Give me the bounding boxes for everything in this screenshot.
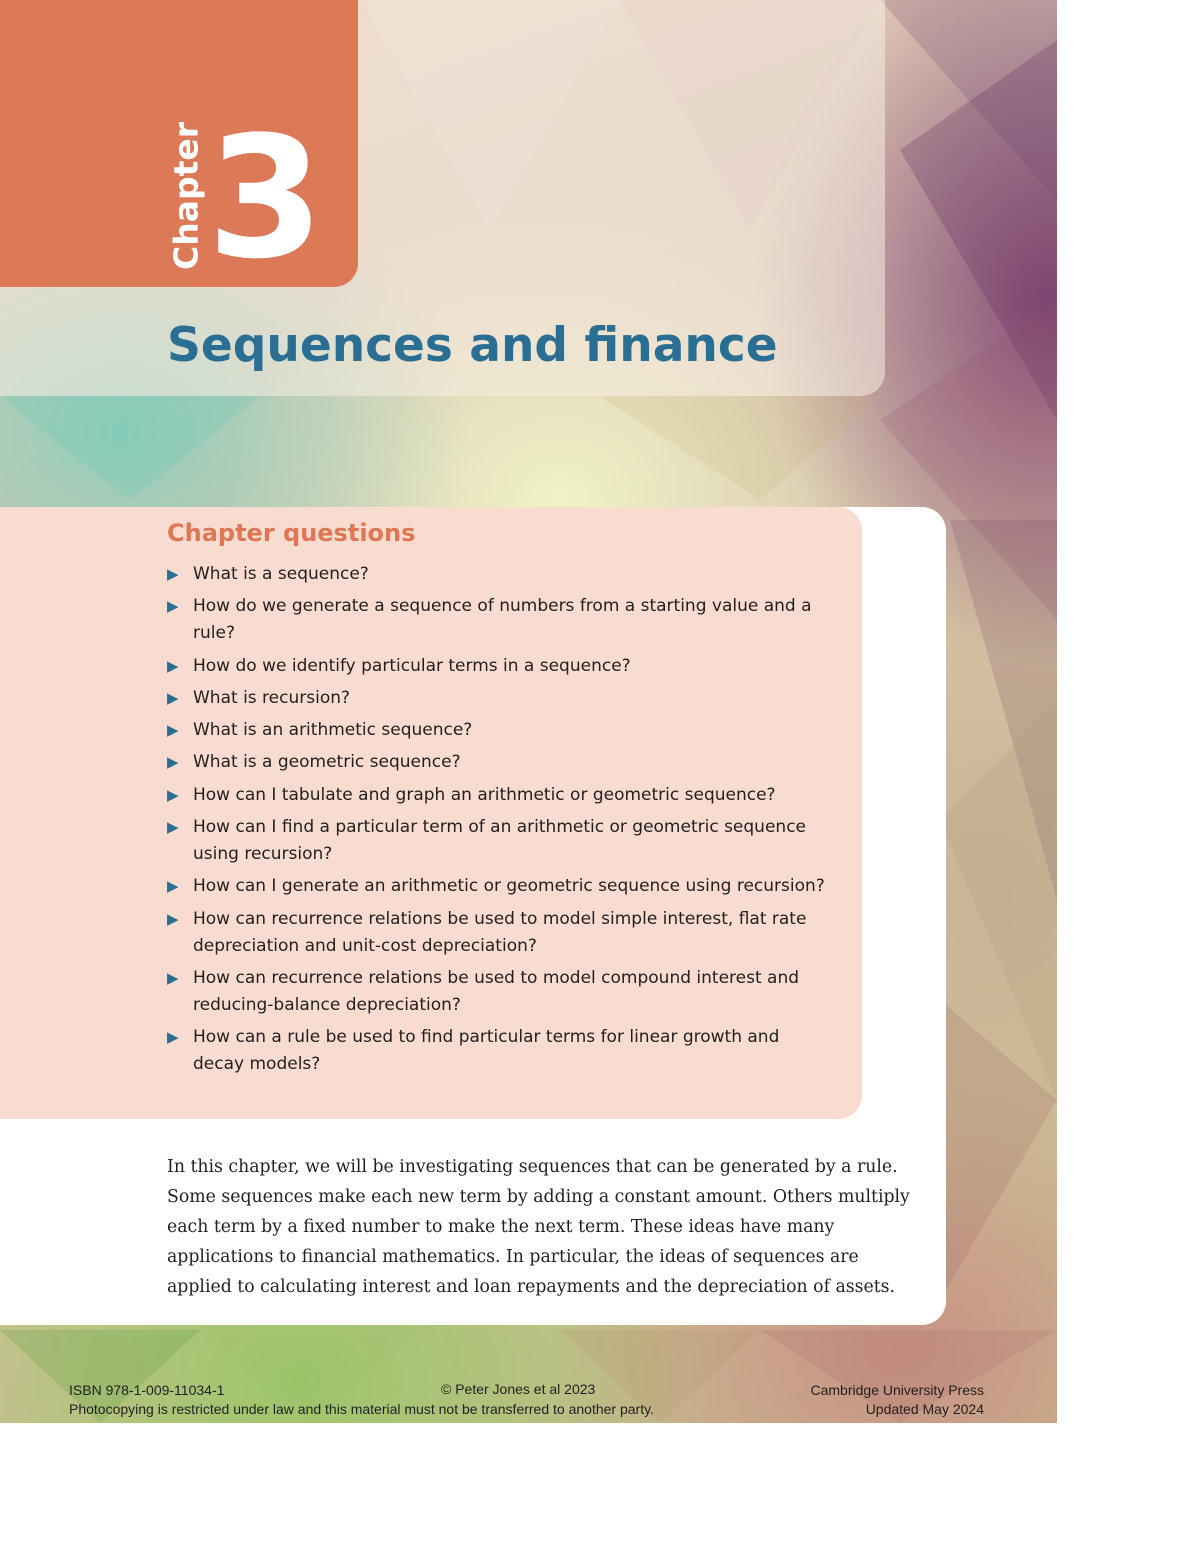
triangle-bullet-icon: ▶ <box>167 565 179 583</box>
chapter-tab <box>0 0 358 296</box>
question-text: How can I generate an arithmetic or geometric sequence using recursion? <box>193 876 825 897</box>
triangle-bullet-icon: ▶ <box>167 877 179 896</box>
triangle-bullet-icon: ▶ <box>167 721 179 740</box>
list-item <box>167 965 827 1019</box>
triangle-bullet-icon: ▶ <box>167 909 179 928</box>
triangle-bullet-icon: ▶ <box>167 753 179 772</box>
triangle-bullet-icon: ▶ <box>167 1028 179 1047</box>
list-item <box>167 749 827 776</box>
triangle-bullet-icon: ▶ <box>167 968 179 987</box>
update-date: Updated May 2024 <box>865 1401 984 1417</box>
question-text: What is a sequence? <box>193 564 369 584</box>
chapter-label: Chapter <box>166 121 206 271</box>
question-text: How can I find a particular term of an arithmetic or geometric sequence using recursion? <box>193 817 806 865</box>
triangle-bullet-icon: ▶ <box>167 818 179 837</box>
list-item <box>167 906 827 960</box>
list-item <box>167 873 827 900</box>
intro-paragraph: In this chapter, we will be investigating sequences that can be generated by a rule. Some sequences make each new term by adding a constant amount. Others multiply each term by a fixed number to make the next term. These ideas have many applications to financial mathematics. In particular, the ideas of sequences are applied to calculating interest and loan repayments and the depreciation of assets. <box>167 1157 910 1297</box>
question-text: How can recurrence relations be used to model compound interest and reducing-balance depreciation? <box>193 967 800 1015</box>
question-text: What is a geometric sequence? <box>193 752 461 773</box>
chapter-questions-heading: Chapter questions <box>167 519 416 547</box>
triangle-bullet-icon: ▶ <box>167 785 179 804</box>
list-item <box>167 1024 827 1078</box>
list-item <box>167 561 827 588</box>
question-text: What is recursion? <box>193 687 351 708</box>
list-item <box>167 653 827 680</box>
publisher: Cambridge University Press <box>810 1382 984 1398</box>
chapter-title: Sequences and finance <box>167 318 778 373</box>
question-text: How do we generate a sequence of numbers from a starting value and a rule? <box>193 596 812 644</box>
triangle-bullet-icon: ▶ <box>167 597 179 616</box>
page-footer <box>0 1380 1057 1420</box>
chapter-number: 3 <box>207 100 324 296</box>
question-text: How can recurrence relations be used to model simple interest, flat rate depreciation and unit-cost depreciation? <box>193 908 807 956</box>
isbn: ISBN 978-1-009-11034-1 <box>69 1382 225 1398</box>
question-text: How do we identify particular terms in a sequence? <box>193 655 631 676</box>
question-text: How can a rule be used to find particular terms for linear growth and decay models? <box>193 1027 780 1075</box>
copyright: © Peter Jones et al 2023 <box>441 1381 596 1397</box>
list-item <box>167 685 827 712</box>
list-item <box>167 717 827 744</box>
question-text: What is an arithmetic sequence? <box>193 720 473 741</box>
triangle-bullet-icon: ▶ <box>167 688 179 707</box>
question-text: How can I tabulate and graph an arithmetic or geometric sequence? <box>193 784 776 805</box>
list-item <box>167 814 827 868</box>
list-item <box>167 593 827 647</box>
copyright-notice: Photocopying is restricted under law and this material must not be transferred to another party. <box>69 1401 654 1417</box>
list-item <box>167 782 827 809</box>
chapter-questions-list <box>167 561 827 1084</box>
triangle-bullet-icon: ▶ <box>167 656 179 675</box>
